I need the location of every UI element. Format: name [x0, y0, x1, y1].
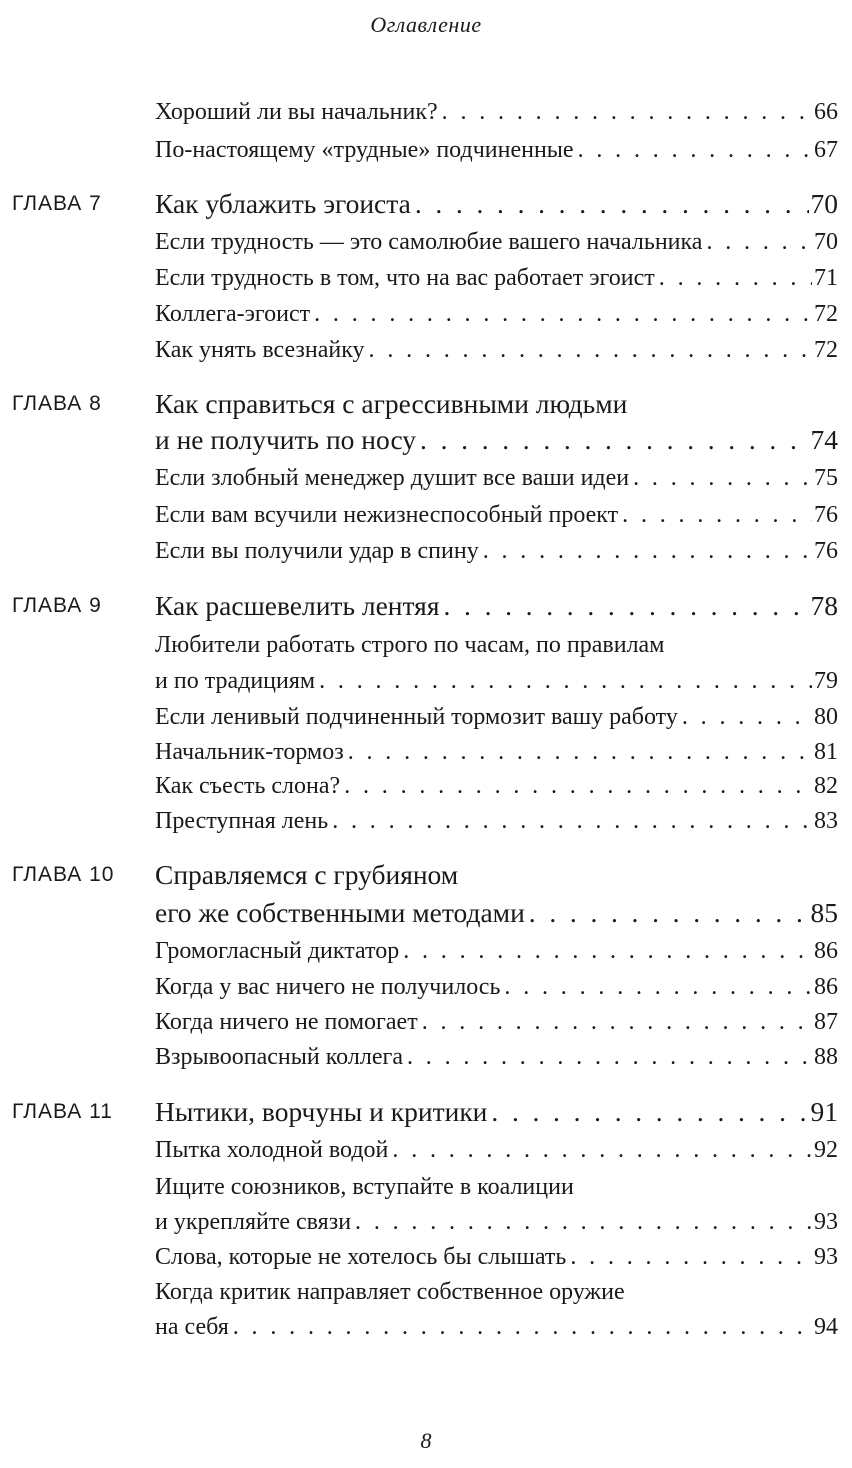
toc-entry[interactable] [155, 262, 838, 294]
toc-entry-page: 76 [814, 502, 838, 528]
toc-entry-title: Любители работать строго по часам, по правилам [155, 632, 665, 658]
toc-entry-title: Как съесть слона? [155, 773, 341, 799]
chapter-page: 91 [810, 1096, 838, 1127]
toc-entry[interactable] [155, 334, 838, 366]
chapter-label: ГЛАВА 9 [12, 594, 102, 617]
dot-leader [702, 226, 812, 258]
toc-entry-page: 80 [814, 704, 838, 730]
toc-entry[interactable] [155, 935, 838, 967]
toc-entry-title: Хороший ли вы начальник? [155, 99, 438, 125]
toc-entry[interactable] [155, 298, 838, 330]
toc-entry-title: на себя [155, 1314, 229, 1340]
toc-entry-continued[interactable] [155, 1206, 838, 1238]
toc-entry-page: 93 [814, 1244, 838, 1270]
toc-entry-title: Преступная лень [155, 808, 329, 834]
toc-entry[interactable] [155, 770, 838, 802]
dot-leader [678, 701, 812, 733]
toc-entry-title: По-настоящему «трудные» подчиненные [155, 137, 574, 163]
dot-leader [328, 805, 812, 837]
toc-entry-page: 79 [814, 668, 838, 694]
toc-entry-title: Когда ничего не помогает [155, 1009, 418, 1035]
chapter-heading[interactable] [155, 188, 838, 220]
toc-entry-title: и по традициям [155, 668, 316, 694]
chapter-title: его же собственными методами [155, 897, 525, 928]
toc-entry-page: 86 [814, 974, 838, 1000]
toc-entry-page: 87 [814, 1009, 838, 1035]
dot-leader [344, 736, 812, 768]
page-number: 8 [420, 1428, 432, 1453]
dot-leader [629, 462, 812, 494]
toc-entry[interactable] [155, 134, 838, 166]
chapter-heading-continued[interactable] [155, 424, 838, 456]
dot-leader [315, 665, 812, 697]
toc-entry-page: 76 [814, 538, 838, 564]
toc-entry-page: 82 [814, 773, 838, 799]
toc-entry[interactable] [155, 96, 838, 128]
toc-entry-page: 71 [814, 265, 838, 291]
toc-entry-title: Если вам всучили нежизнеспособный проект [155, 502, 619, 528]
toc-entry[interactable] [155, 1006, 838, 1038]
toc-entry[interactable] [155, 1276, 838, 1308]
toc-entry[interactable] [155, 462, 838, 494]
toc-entry-page: 72 [814, 337, 838, 363]
toc-entry-title: Коллега-эгоист [155, 301, 311, 327]
dot-leader [574, 134, 812, 166]
dot-leader [399, 935, 812, 967]
dot-leader [655, 262, 812, 294]
toc-entry-title: Если ленивый подчиненный тормозит вашу работу [155, 704, 678, 730]
toc-entry-title: и укрепляйте связи [155, 1209, 352, 1235]
chapter-title: Как ублажить эгоиста [155, 188, 411, 219]
toc-entry[interactable] [155, 701, 838, 733]
chapter-page: 74 [810, 424, 838, 455]
toc-entry-title: Ищите союзников, вступайте в коалиции [155, 1174, 574, 1200]
toc-entry-title: Если злобный менеджер душит все ваши идеи [155, 465, 630, 491]
chapter-page: 85 [810, 897, 838, 928]
toc-entry[interactable] [155, 805, 838, 837]
chapter-label: ГЛАВА 7 [12, 192, 102, 215]
chapter-title: и не получить по носу [155, 424, 417, 455]
toc-entry-title: Начальник-тормоз [155, 739, 344, 765]
toc-entry-page: 67 [814, 137, 838, 163]
toc-entry-title: Пытка холодной водой [155, 1137, 389, 1163]
chapter-heading[interactable] [155, 388, 838, 420]
chapter-heading-continued[interactable] [155, 897, 838, 929]
chapter-label: ГЛАВА 10 [12, 863, 115, 886]
toc-entry[interactable] [155, 1041, 838, 1073]
toc-entry[interactable] [155, 1241, 838, 1273]
chapter-page: 78 [810, 590, 838, 621]
toc-entry-title: Как унять всезнайку [155, 337, 365, 363]
toc-entry[interactable] [155, 535, 838, 567]
chapter-heading[interactable] [155, 859, 838, 891]
chapter-title: Нытики, ворчуны и критики [155, 1096, 488, 1127]
toc-entry-page: 86 [814, 938, 838, 964]
dot-leader [310, 298, 812, 330]
toc-entry-page: 92 [814, 1137, 838, 1163]
toc-entry-page: 75 [814, 465, 838, 491]
dot-leader [479, 535, 812, 567]
toc-entry-title: Взрывоопасный коллега [155, 1044, 403, 1070]
toc-entry-title: Если вы получили удар в спину [155, 538, 479, 564]
chapter-heading[interactable] [155, 1096, 838, 1128]
dot-leader [229, 1311, 812, 1343]
chapter-heading[interactable] [155, 590, 838, 622]
toc-entry[interactable] [155, 1171, 838, 1203]
dot-leader [618, 499, 812, 531]
toc-entry-continued[interactable] [155, 665, 838, 697]
dot-leader [388, 1134, 812, 1166]
chapter-title: Справляемся с грубияном [155, 859, 459, 890]
dot-leader [525, 897, 809, 929]
toc-entry-page: 88 [814, 1044, 838, 1070]
dot-leader [487, 1096, 808, 1128]
dot-leader [418, 1006, 812, 1038]
toc-entry-page: 72 [814, 301, 838, 327]
dot-leader [416, 424, 808, 456]
dot-leader [365, 334, 812, 366]
dot-leader [439, 590, 808, 622]
chapter-title: Как справиться с агрессивными людьми [155, 388, 628, 419]
toc-entry-page: 93 [814, 1209, 838, 1235]
toc-entry[interactable] [155, 1134, 838, 1166]
toc-entry[interactable] [155, 971, 838, 1003]
toc-entry-page: 83 [814, 808, 838, 834]
dot-leader [340, 770, 812, 802]
toc-entry-page: 81 [814, 739, 838, 765]
chapter-page: 70 [810, 188, 838, 219]
dot-leader [403, 1041, 812, 1073]
chapter-label: ГЛАВА 11 [12, 1100, 113, 1123]
toc-entry-page: 66 [814, 99, 838, 125]
dot-leader [351, 1206, 812, 1238]
toc-entry-title: Если трудность в том, что на вас работает эгоист [155, 265, 655, 291]
toc-entry-title: Громогласный диктатор [155, 938, 400, 964]
chapter-title: Как расшевелить лентяя [155, 590, 440, 621]
toc-entry[interactable] [155, 499, 838, 531]
toc-entry-page: 94 [814, 1314, 838, 1340]
toc-entry-title: Когда критик направляет собственное оружие [155, 1279, 625, 1305]
dot-leader [438, 96, 812, 128]
toc-entry-title: Слова, которые не хотелось бы слышать [155, 1244, 567, 1270]
toc-entry[interactable] [155, 629, 838, 661]
chapter-label: ГЛАВА 8 [12, 392, 102, 415]
toc-entry-continued[interactable] [155, 1311, 838, 1343]
dot-leader [411, 188, 809, 220]
toc-entry[interactable] [155, 736, 838, 768]
toc-entry-title: Если трудность — это самолюбие вашего начальника [155, 229, 703, 255]
dot-leader [500, 971, 812, 1003]
dot-leader [566, 1241, 812, 1273]
running-head-title: Оглавление [370, 12, 482, 37]
toc-entry-title: Когда у вас ничего не получилось [155, 974, 501, 1000]
toc-entry-page: 70 [814, 229, 838, 255]
toc-entry[interactable] [155, 226, 838, 258]
